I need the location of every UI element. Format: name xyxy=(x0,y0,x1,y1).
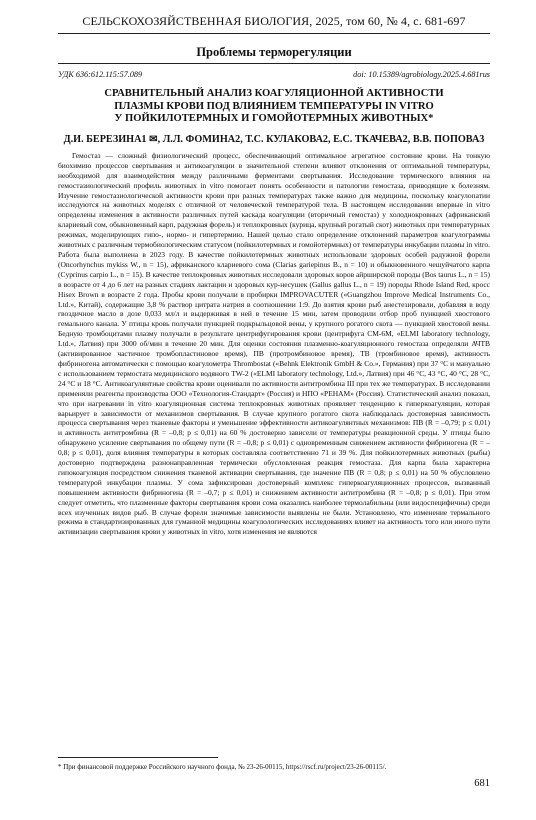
article-title xyxy=(58,88,490,126)
article-identifiers xyxy=(58,70,490,79)
section-title: Проблемы терморегуляции xyxy=(58,45,490,64)
udc-code: УДК 636:612.115:57.089 xyxy=(58,70,143,79)
title-line: У ПОЙКИЛОТЕРМНЫХ И ГОМОЙОТЕРМНЫХ ЖИВОТНЫХ* xyxy=(114,113,434,124)
doi-link[interactable]: doi: 10.15389/agrobiology.2025.4.681rus xyxy=(353,70,490,79)
page-number: 681 xyxy=(474,778,490,789)
abstract-text: Гемостаз — сложный физиологический процесс, обеспечивающий оптимальное агрегатное состояние крови. На тонкую биохимию процессов свертывания и антикоагуляции в значительной степени влияют отклонения от оптимальной температуры, необходимой для взаимодействия между различными ферментами свертывания. Исследование термического влияния на гемостазиологический профиль животных in vitro помогает понять особенности и патологии гемостаза, приводящие к болезням. Изучение гемостазиологической активности крови при разных температурах также важно для медицины, поскольку коагулопатии исследуются на животных моделях с отличной от человеческой температурой тела. В настоящем исследовании впервые in vitro определены изменения в активности различных путей каскада коагуляции (вторичный гемостаз) у холоднокровных (африканский клариевый сом, обыкновенный карп, радужная форель) и теплокровных (курица, крупный рогатый скот) животных при температурных режимах, моделирующих гипо-, нормо- и гипертермию. Нашей целью стало определение отклонений параметров коагулограммы животных с различным термобиологическим статусом (пойкилотермных и гомойотермных) от температуры инкубации плазмы in vitro. Работа была выполнена в 2023 году. В качестве пойкилотермных животных использовали здоровых особей радужной форели (Oncorhynchus mykiss W., n = 15), африканского клариевого сома (Clarias gariepinus B., n = 10) и обыкновенного чешуйчатого карпа (Cyprinus carpio L., n = 15). В качестве теплокровных животных исследовали здоровых коров айрширской породы (Bos taurus L., n = 15) в возрасте от 4 до 6 лет на разных стадиях лактации и здоровых кур-несушек (Gallus gallus L., n = 19) породы Rhode Island Red, кросс Hisex Brown в возрасте 2 года. Пробы крови получали в пробирки IMPROVACUTER («Guangzhou Improve Medical Instruments Co., Ltd.», Китай), содержащие 3,8 % раствор цитрата натрия в соотношении 1:9. До взятия крови рыб анестезировали, добавляя в воду гвоздичное масло в дозе 0,033 мл/л и выдерживая в ней в течение 15 мин, затем проводили отбор проб пункцией хвостового гемального канала. У птицы кровь получали пункцией подкрыльцовой вены, у крупного рогатого скота — пункцией хвостовой вены. Бедную тромбоцитами плазму получали в результате центрифугирования крови (центрифуга CM-6M, «ELMI laboratory technology, Ltd.», Латвия) при 3000 об/мин в течение 20 мин. Для оценки состояния плазменно-коагуляционного гемостаза определяли АЧТВ (активированное частичное тромбопластиновое время), ПВ (протромбиновое время), ТВ (тромбиновое время), активность фибриногена автоматически с помощью коагулометра Thrombostat («Behnk Elektronik GmbH & Co.», Германия) при 37 °С и мануально с использованием термостата медицинского водяного TW-2 («ELMI laboratory technology, Ltd.», Латвия) при 46 °С, 43 °С, 40 °С, 28 °С, 24 °С и 18 °С. Антикоагулянтные свойства крови оценивали по активности антитромбина III при тех же температурах. В исследовании применяли реагенты производства ООО «Технология-Стандарт» (Россия) и НПО «РЕНАМ» (Россия). Статистический анализ показал, что при нагревании in vitro коагуляционная система теплокровных животных проявляет тенденцию к гиперкоагуляции, которая варьирует в зависимости от механизмов свертывания. В случае крупного рогатого скота наблюдалась достоверная зависимость процесса свертывания через тканевые факторы и уменьшение эффективности антикоагулянтных механизмов: ПВ (R = –0,79; p ≤ 0,01) и активность антитромбина (R = –0,8; p ≤ 0,01) на 60 % достоверно зависели от температуры реакционной среды. У птицы было обнаружено усиление свертывания по общему пути (R = –0,8; p ≤ 0,01) с одновременным снижением активности фибриногена (R = –0,8; p ≤ 0,01), доля влияния температуры в которых составляла соответственно 71 и 39 %. Для пойкилотермных животных (рыбы) достоверно подтверждена разнонаправленная термически обусловленная реакция гемостаза. Для карпа была характерна гипокоагуляция посредством снижения тканевой активации свертывания, где значение ПВ (R = 0,8; p ≤ 0,01) на 50 % обусловлено температурой инкубации плазмы. У сома зафиксирован достоверный комплекс гиперкоагуляционных процессов, вызванный повышением активности фибриногена (R = –0,7; p ≤ 0,01) и снижением активности антитромбина (R = –0,8; p ≤ 0,01). При этом следует отметить, что плазменные факторы свертывания крови сома оказались наиболее термолабильны (или видоспецифичны) среди всех изученных видов рыб. В случае форели значимые зависимости выявлены не были. Установлено, что изменение термального режима в стандартизированных для гуманной медицины коагулологических исследованиях влияет на активность того или иного пути активизации свертывания крови у животных in vitro, хотя изменения не являются xyxy=(58,150,490,537)
article-page xyxy=(58,14,490,545)
title-line: ПЛАЗМЫ КРОВИ ПОД ВЛИЯНИЕМ ТЕМПЕРАТУРЫ IN VITRO xyxy=(114,100,434,112)
footnote-divider xyxy=(58,757,218,758)
journal-running-head: СЕЛЬСКОХОЗЯЙСТВЕННАЯ БИОЛОГИЯ, 2025, том 60, № 4, с. 681-697 xyxy=(58,14,490,34)
title-line: СРАВНИТЕЛЬНЫЙ АНАЛИЗ КОАГУЛЯЦИОННОЙ АКТИВНОСТИ xyxy=(104,88,444,99)
author-list: Д.И. БЕРЕЗИНА1 ✉, Л.Л. ФОМИНА2, Т.С. КУЛАКОВА2, Е.С. ТКАЧЕВА2, В.В. ПОПОВА3 xyxy=(63,133,485,145)
funding-footnote: * При финансовой поддержке Российского научного фонда, № 23-26-00115, https://rscf.ru/project/23-26-00115/. xyxy=(58,763,387,771)
